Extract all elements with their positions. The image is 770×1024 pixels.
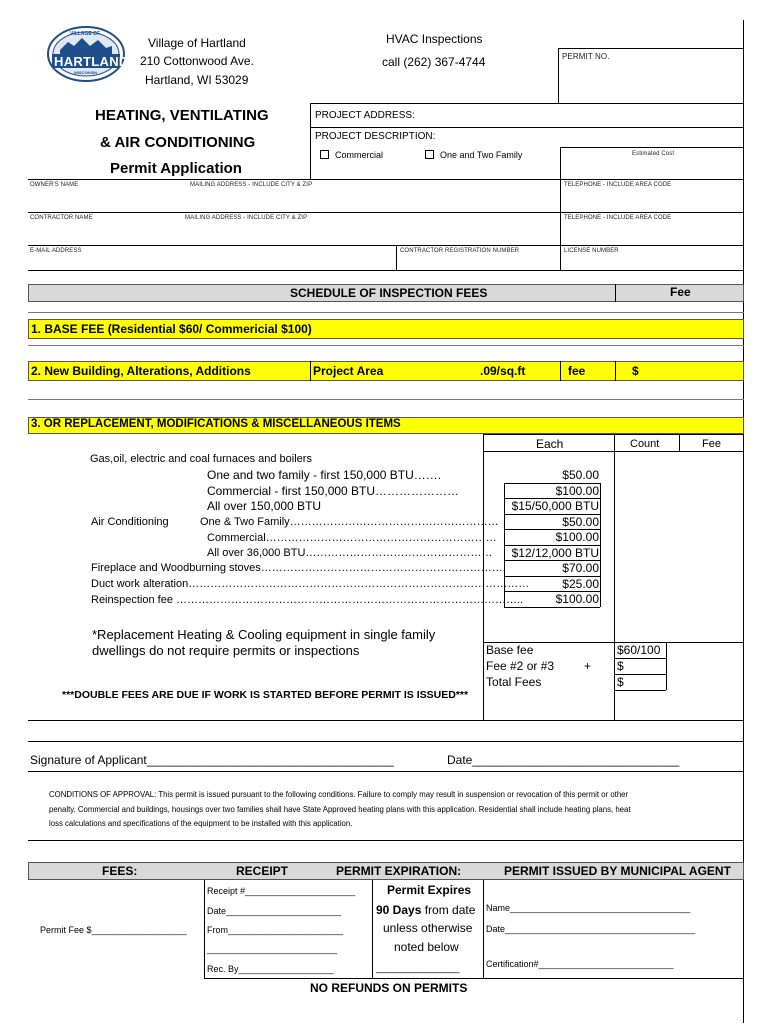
ac-one-two: One & Two Family………………………………………………… xyxy=(200,516,499,528)
replacement-text: 3. OR REPLACEMENT, MODIFICATIONS & MISCELLANEOUS ITEMS xyxy=(31,418,401,430)
received-by-field[interactable]: Rec. By___________________ xyxy=(207,964,334,974)
telephone-label-2: TELEPHONE - INCLUDE AREA CODE xyxy=(564,215,672,221)
expiration-header: PERMIT EXPIRATION: xyxy=(336,864,462,878)
ac-all-over: All over 36,000 BTU…………………………………………… xyxy=(207,547,493,559)
email-field[interactable] xyxy=(28,256,394,270)
commercial-label: Commercial xyxy=(335,150,384,160)
gas-heading: Gas,oil, electric and coal furnaces and boilers xyxy=(90,453,312,465)
expires-title: Permit Expires xyxy=(387,883,472,897)
checkbox-icon xyxy=(425,150,434,159)
gas-commercial: Commercial - first 150,000 BTU………………… xyxy=(207,484,460,498)
col-fee: Fee xyxy=(702,438,721,450)
village-name: Village of Hartland xyxy=(148,36,246,50)
village-city: Hartland, WI 53029 xyxy=(145,73,249,87)
expires-unless: unless otherwise xyxy=(383,921,473,935)
each-fee-cell: $100.00 xyxy=(555,483,599,498)
each-fee-cell: $70.00 xyxy=(562,561,599,575)
schedule-title: SCHEDULE OF INSPECTION FEES xyxy=(290,286,488,300)
fee23-plus: + xyxy=(584,659,592,673)
hvac-phone: call (262) 367-4744 xyxy=(382,55,486,69)
license-number-label: LICENSE NUMBER xyxy=(564,248,619,254)
rate-label: .09/sq.ft xyxy=(480,364,526,378)
mailing-address-label-1: MAILING ADDRESS - INCLUDE CITY & ZIP xyxy=(190,182,313,188)
expires-noted: noted below xyxy=(394,940,459,954)
total-fees-label: Total Fees xyxy=(486,675,542,689)
fireplace-item: Fireplace and Woodburning stoves…………………………………………………………. xyxy=(91,562,506,574)
receipt-header: RECEIPT xyxy=(236,864,289,878)
estimated-cost-label: Estimated Cost xyxy=(632,151,675,157)
fee23-label: Fee #2 or #3 xyxy=(486,659,555,673)
receipt-from-field[interactable]: From_______________________ xyxy=(207,925,344,935)
owners-name-label: OWNER'S NAME xyxy=(30,182,79,188)
ac-commercial: Commercial……………………………………………………… xyxy=(207,532,497,544)
col-each: Each xyxy=(536,437,564,451)
fee-label: fee xyxy=(568,364,586,378)
base-fee-total-value: $60/100 xyxy=(617,643,661,657)
base-fee-text: 1. BASE FEE (Residential $60/ Commericial $100) xyxy=(31,322,312,336)
logo-top-text: VILLAGE OF xyxy=(70,31,100,37)
one-two-family-checkbox[interactable] xyxy=(425,150,522,160)
ac-heading: Air Conditioning xyxy=(91,516,169,528)
receipt-blank-field[interactable]: __________________________ xyxy=(207,944,338,954)
base-fee-total-label: Base fee xyxy=(486,643,534,657)
title-line3: Permit Application xyxy=(110,160,242,177)
logo-main-text: HARTLAND xyxy=(54,54,129,69)
each-fee-cell: $100.00 xyxy=(555,530,599,544)
checkbox-icon xyxy=(320,150,329,159)
replacement-note-2: dwellings do not require permits or inspections xyxy=(92,643,360,658)
commercial-checkbox[interactable] xyxy=(320,150,383,160)
expires-from: from date xyxy=(421,903,476,917)
double-fees-warning: ***DOUBLE FEES ARE DUE IF WORK IS STARTED BEFORE PERMIT IS ISSUED*** xyxy=(62,689,469,701)
permit-fee-field[interactable]: Permit Fee $___________________ xyxy=(40,925,187,935)
one-two-family-label: One and Two Family xyxy=(440,150,523,160)
agent-date-field[interactable]: Date______________________________________ xyxy=(486,924,696,934)
title-line1: HEATING, VENTILATING xyxy=(95,107,269,124)
new-building-text: 2. New Building, Alterations, Additions xyxy=(31,364,251,378)
replacement-note-1: *Replacement Heating & Cooling equipment in single family xyxy=(92,627,436,642)
conditions-line3: loss calculations and specifications of the equipment to be installed with this application. xyxy=(49,819,353,828)
duct-item: Duct work alteration………………………………………………………………………………… xyxy=(91,578,530,590)
reinspection-item: Reinspection fee ………………………………………………………………………………….. xyxy=(91,594,524,606)
fees-header: FEES: xyxy=(102,864,138,878)
fee23-value: $ xyxy=(617,659,624,673)
title-line2: & AIR CONDITIONING xyxy=(100,134,256,151)
agent-name-field[interactable]: Name____________________________________ xyxy=(486,903,691,913)
owners-name-field[interactable] xyxy=(28,190,558,210)
expires-line[interactable]: _______________ xyxy=(376,963,460,974)
conditions-line1: CONDITIONS OF APPROVAL: This permit is issued pursuant to the following conditions. Failure to comply may result in suspension or revocation of this permit or other xyxy=(49,790,629,799)
total-fees-value: $ xyxy=(617,675,624,689)
telephone-field-2[interactable] xyxy=(562,223,742,243)
each-fee-cell: $100.00 xyxy=(555,592,599,606)
no-refunds-notice: NO REFUNDS ON PERMITS xyxy=(310,981,468,995)
applicant-signature[interactable]: Signature of Applicant_____________________________________ xyxy=(30,753,394,767)
agent-certification-field[interactable]: Certification#___________________________ xyxy=(486,959,674,969)
contractor-name-label: CONTRACTOR NAME xyxy=(30,215,93,221)
col-count: Count xyxy=(630,438,660,450)
issued-header: PERMIT ISSUED BY MUNICIPAL AGENT xyxy=(504,864,731,878)
signature-date[interactable]: Date_______________________________ xyxy=(447,753,680,767)
contractor-registration-label: CONTRACTOR REGISTRATION NUMBER xyxy=(400,248,520,254)
each-fee-cell: $12/12,000 BTU xyxy=(511,545,599,560)
dollar-sign: $ xyxy=(632,364,639,378)
gas-one-two: One and two family - first 150,000 BTU……. xyxy=(207,468,442,482)
each-fee-cell: $25.00 xyxy=(562,576,599,591)
receipt-number-field[interactable]: Receipt #______________________ xyxy=(207,886,356,896)
each-fee-cell: $50.00 xyxy=(562,514,599,529)
logo-bottom-text: WISCONSIN xyxy=(74,70,98,75)
gas-all-over: All over 150,000 BTU xyxy=(207,499,322,513)
village-logo xyxy=(46,26,129,82)
expires-days: 90 Days xyxy=(376,903,422,917)
village-address: 210 Cottonwood Ave. xyxy=(140,54,254,68)
project-address-label: PROJECT ADDRESS: xyxy=(315,110,415,121)
mailing-address-label-2: MAILING ADDRESS - INCLUDE CITY & ZIP xyxy=(185,215,308,221)
receipt-date-field[interactable]: Date_______________________ xyxy=(207,906,342,916)
each-fee-cell: $15/50,000 BTU xyxy=(511,499,599,513)
telephone-field-1[interactable] xyxy=(562,190,742,210)
conditions-line2: penalty. Commercial and buildings, housings over two families shall have State Approved heating plans with this application. Residential shall include heating plans, heat xyxy=(49,805,631,814)
hvac-title: HVAC Inspections xyxy=(386,32,483,46)
telephone-label-1: TELEPHONE - INCLUDE AREA CODE xyxy=(564,182,672,188)
each-fee-cell: $50.00 xyxy=(562,468,599,482)
contractor-name-field[interactable] xyxy=(28,223,558,243)
email-address-label: E-MAIL ADDRESS xyxy=(30,248,82,254)
project-area-label: Project Area xyxy=(313,364,384,378)
permit-no-label: PERMIT NO. xyxy=(562,52,610,61)
fee-header: Fee xyxy=(670,285,691,299)
expires-days-line xyxy=(376,903,475,917)
project-description-label: PROJECT DESCRIPTION: xyxy=(315,131,436,142)
